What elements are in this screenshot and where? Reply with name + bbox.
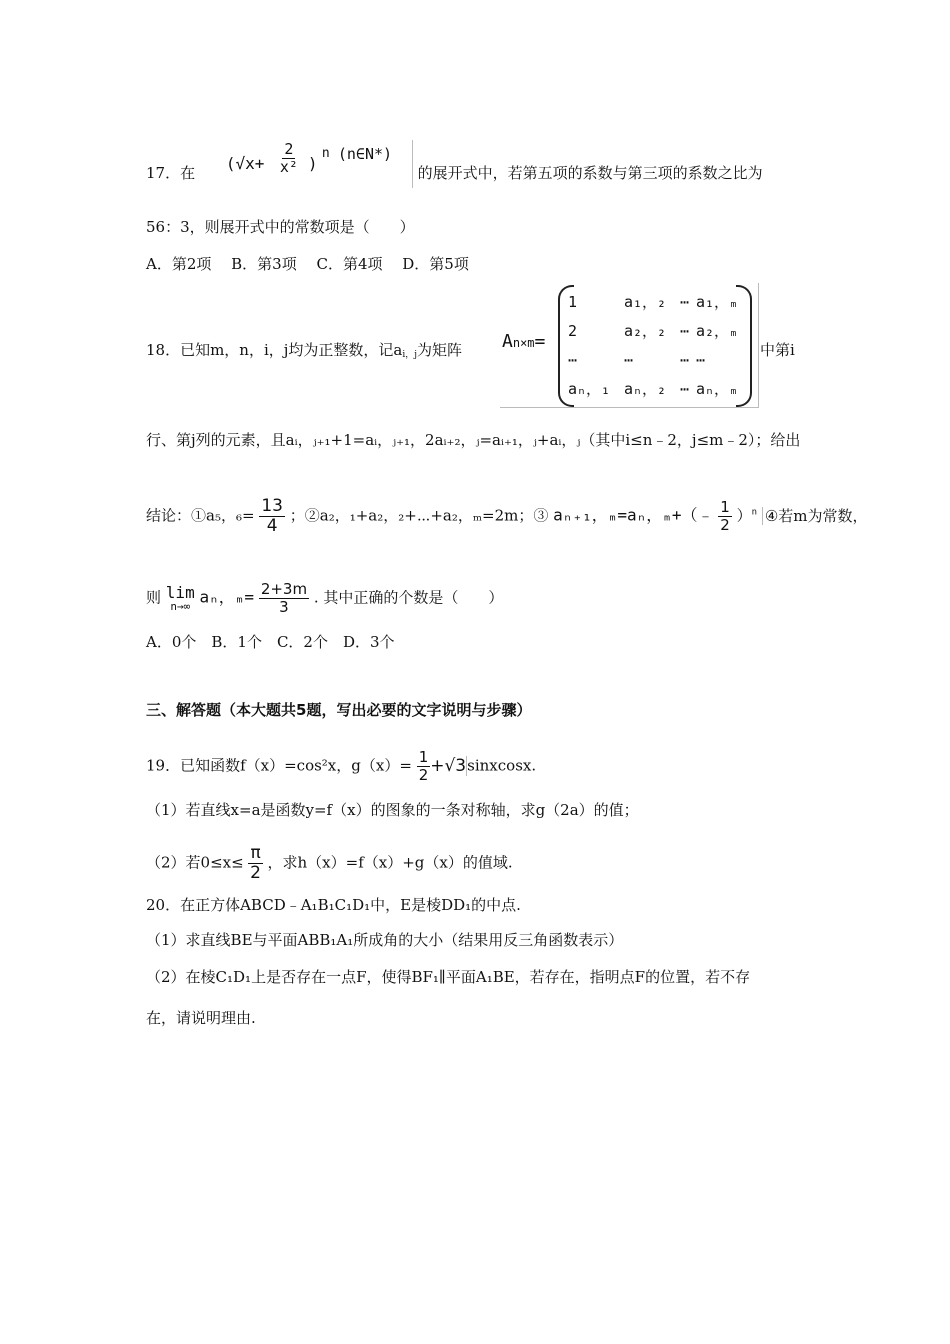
q18-matrix [500, 283, 759, 408]
q18-line-2 [146, 430, 800, 450]
q17-condition: (n∈N*) [337, 145, 393, 163]
q17-expr-close: ) [307, 154, 318, 173]
q19-part1 [146, 800, 639, 820]
matrix-cell: ⋯ [696, 350, 706, 369]
q18-lim-sub: n→∞ [170, 600, 191, 613]
q18-options-text: A．0个 B．1个 C．2个 D．3个 [146, 633, 395, 651]
q19-part2-start: （2）若0≤x≤ [146, 853, 244, 872]
q20-text-a: 20．在正方体ABCD﹣A₁B₁C₁D₁中，E是棱DD₁的中点. [146, 896, 521, 914]
q18-c3-den: 2 [720, 516, 730, 534]
q19-frac-num: 1 [418, 748, 429, 766]
q19-p2-num: π [250, 843, 261, 863]
matrix-cell: aₙ，₂ [624, 380, 667, 398]
matrix-cell: ⋯ [568, 350, 578, 369]
matrix-cell: aₙ，₁ [568, 380, 611, 398]
q18-line-1 [146, 340, 462, 365]
q19-line-1 [146, 750, 536, 783]
q17-binomial-expression [222, 140, 413, 188]
q18-text-a-sub: i，j [402, 350, 418, 360]
section-heading [146, 700, 531, 720]
q18-c3-close: ） [736, 506, 752, 525]
q20-line-1 [146, 895, 521, 915]
q18-d-fraction [259, 582, 309, 615]
q18-line-4 [146, 582, 503, 615]
matrix-cell: aₙ，ₘ [696, 380, 739, 398]
matrix-eq: = [534, 331, 546, 352]
matrix-right-paren [736, 285, 752, 407]
q18-text-a2: 为矩阵 [417, 341, 463, 359]
q17-expr-open: (√x+ [225, 154, 265, 173]
q18-c1-fraction [259, 498, 285, 535]
q18-text-d-start: 则 [146, 588, 162, 607]
q19-part1-text: （1）若直线x=a是函数y=f（x）的图象的一条对称轴，求g（2a）的值； [146, 801, 639, 819]
q17-line-1 [146, 140, 763, 198]
q18-line-3 [146, 498, 868, 535]
q17-text-b: 56：3，则展开式中的常数项是（ ） [146, 218, 415, 236]
q17-exponent: n [321, 146, 330, 161]
q18-text-d-end: . 其中正确的个数是（ ） [313, 588, 504, 607]
q18-text-b-rest: ᵢ，ⱼ₊₁+1=aᵢ，ⱼ₊₁，2aᵢ₊₂，ⱼ=aᵢ₊₁，ⱼ+aᵢ，ⱼ（其中i≤n﹣2，j≤m﹣2）；给出 [294, 431, 801, 449]
q18-lim: lim [165, 583, 195, 602]
q18-c1-den: 4 [266, 516, 278, 536]
q19-text-a-end: sinxcosx. [467, 756, 537, 775]
q20-part1 [146, 930, 623, 950]
matrix-cell: a₂，ₘ [696, 322, 739, 340]
q17-text-a: 的展开式中，若第五项的系数与第三项的系数之比为 [417, 164, 763, 182]
q18-c3-num: 1 [720, 498, 730, 516]
matrix-cell: ⋯ [680, 321, 690, 340]
q20-part2b [146, 1008, 256, 1028]
q18-text-a: 18．已知m，n，i，j均为正整数，记a [146, 341, 403, 359]
q18-d-num: 2+3m [260, 580, 308, 598]
q18-c3-exp: n [751, 507, 758, 518]
q17-options [146, 254, 469, 274]
matrix-cell: ⋯ [624, 350, 634, 369]
q17-options-text: A．第2项 B．第3项 C．第4项 D．第5项 [146, 255, 469, 273]
q20-part2a [146, 967, 750, 987]
q19-fraction [417, 750, 431, 783]
q19-p2-fraction [248, 845, 262, 882]
matrix-cell: ⋯ [680, 292, 690, 311]
q18-line-1-end [760, 340, 795, 360]
q18-lim-expr: aₙ，ₘ= [199, 587, 255, 607]
matrix-cell: ⋯ [680, 379, 690, 398]
q17-frac-den: x² [279, 158, 298, 176]
matrix-cell: 2 [568, 321, 578, 340]
q18-text-b: 行、第j列的元素，且a [146, 431, 295, 449]
q17-line-2 [146, 217, 415, 237]
q20-part2b-text: 在，请说明理由. [146, 1009, 256, 1027]
matrix-label-a: A [502, 331, 513, 352]
q18-text-c-mid: ；②a₂，₁+a₂，₂+⋯+a₂，ₘ=2m；③ [289, 506, 549, 525]
matrix-cell: ⋯ [680, 350, 690, 369]
q17-number: 17．在 [146, 164, 196, 182]
section-heading-text: 三、解答题（本大题共5题，写出必要的文字说明与步骤） [146, 701, 532, 719]
q19-part2 [146, 845, 513, 882]
q18-text-a3: 中第i [760, 341, 795, 359]
matrix-cell: 1 [568, 292, 578, 311]
matrix-cell: a₁，ₘ [696, 293, 739, 311]
q20-part2a-text: （2）在棱C₁D₁上是否存在一点F，使得BF₁∥平面A₁BE，若存在，指明点F的位置，若不存 [146, 968, 751, 986]
q18-options [146, 632, 395, 652]
q19-part2-end: ，求h（x）=f（x）+g（x）的值域. [267, 853, 513, 872]
matrix-grid [568, 287, 748, 403]
matrix-cell: a₂，₂ [624, 322, 667, 340]
q18-d-den: 3 [279, 598, 289, 616]
matrix-cell: a₁，₂ [624, 293, 667, 311]
q18-c3-fraction [718, 500, 732, 533]
q19-text-a: 19．已知函数f（x）=cos²x，g（x）= [146, 756, 412, 775]
q18-c1-num: 13 [261, 496, 283, 516]
q19-plus-sqrt: +√3 [430, 755, 467, 776]
q19-frac-den: 2 [418, 766, 429, 784]
q18-text-c-end: ④若m为常数， [762, 507, 868, 525]
matrix-label-sub: n×m [512, 336, 535, 350]
q18-c3-expr: aₙ₊₁，ₘ=aₙ，ₘ+（﹣ [553, 505, 714, 525]
q17-fraction [280, 142, 298, 175]
matrix-label [502, 331, 545, 352]
q19-p2-den: 2 [250, 863, 261, 883]
q18-text-c-start: 结论：①a₅，₆= [146, 506, 255, 525]
q18-limit [166, 585, 195, 612]
q17-frac-num: 2 [284, 140, 294, 158]
q20-part1-text: （1）求直线BE与平面ABB₁A₁所成角的大小（结果用反三角函数表示） [146, 931, 624, 949]
